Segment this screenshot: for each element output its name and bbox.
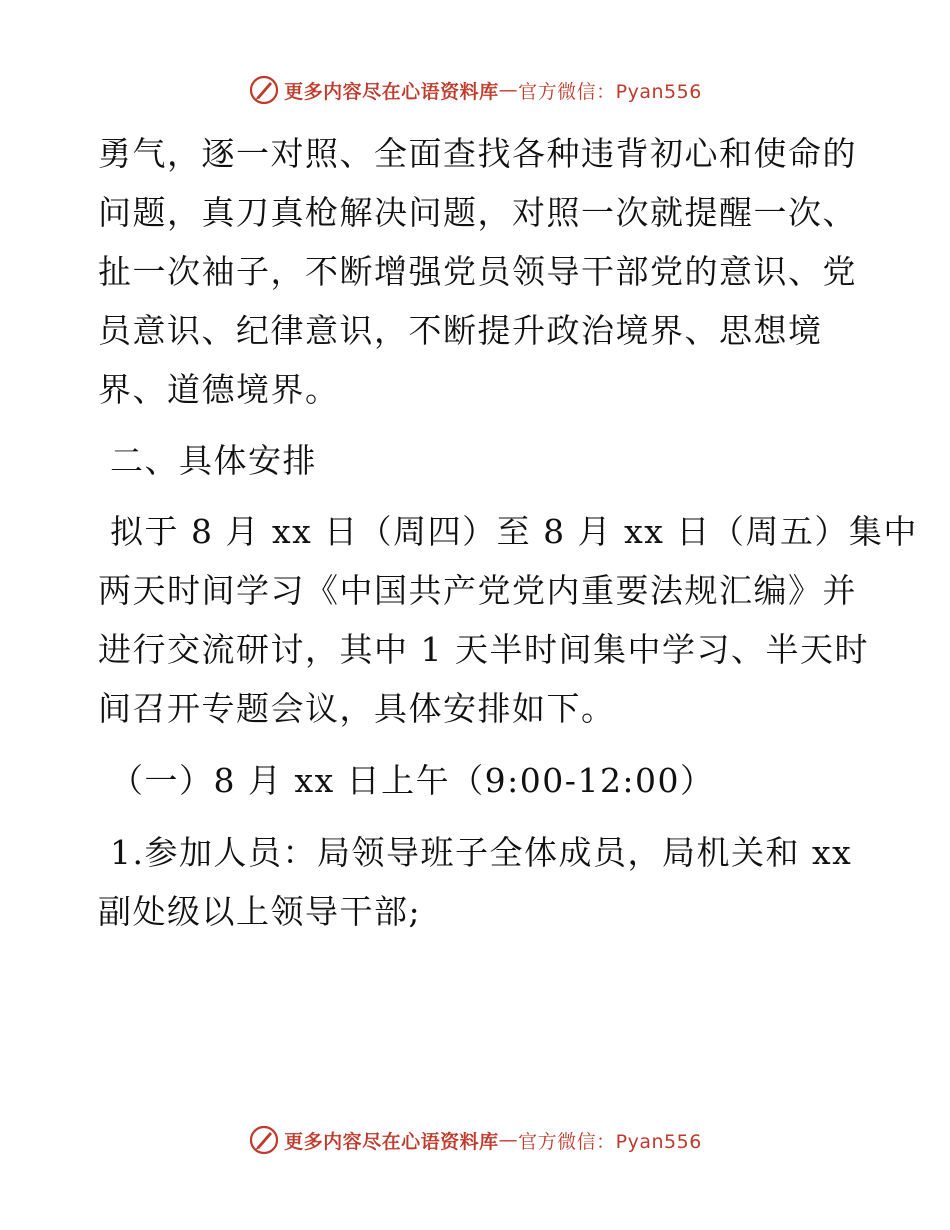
text-line: 拟于 8 月 xx 日（周四）至 8 月 xx 日（周五）集中	[110, 512, 918, 551]
footer-watermark	[0, 1124, 950, 1156]
list-item	[98, 823, 858, 941]
subheading-line: （一）8 月 xx 日上午（9:00-12:00）	[110, 761, 715, 800]
subsection-heading	[98, 751, 858, 810]
watermark-wechat-text: 官方微信：Pyan556	[518, 80, 702, 103]
watermark-separator: —	[498, 1129, 519, 1151]
paragraph-continuation	[98, 124, 858, 419]
watermark-wechat-text: 官方微信：Pyan556	[518, 1130, 702, 1153]
watermark-main-text: 更多内容尽在心语资料库	[284, 80, 499, 103]
watermark-main-text: 更多内容尽在心语资料库	[284, 1130, 499, 1153]
text-line: 扯一次袖子，不断增强党员领导干部党的意识、党	[98, 252, 857, 291]
text-line: 1.参加人员：局领导班子全体成员，局机关和 xx	[110, 833, 853, 872]
quill-logo-icon	[248, 1124, 280, 1156]
text-line: 员意识、纪律意识，不断提升政治境界、思想境	[98, 311, 823, 350]
text-line: 勇气，逐一对照、全面查找各种违背初心和使命的	[98, 134, 857, 173]
text-line: 两天时间学习《中国共产党党内重要法规汇编》并	[98, 571, 857, 610]
header-watermark	[0, 74, 950, 106]
paragraph-arrangement	[98, 502, 918, 738]
text-line: 问题，真刀真枪解决问题，对照一次就提醒一次、	[98, 193, 857, 232]
text-line: 进行交流研讨，其中 1 天半时间集中学习、半天时	[98, 630, 869, 669]
text-line: 界、道德境界。	[98, 370, 340, 409]
quill-logo-icon	[248, 74, 280, 106]
document-body	[98, 124, 918, 941]
text-line: 间召开专题会议，具体安排如下。	[98, 689, 616, 728]
text-line: 副处级以上领导干部;	[98, 892, 422, 931]
watermark-separator: —	[498, 79, 519, 101]
heading-line: 二、具体安排	[110, 441, 317, 480]
section-heading	[98, 431, 858, 490]
